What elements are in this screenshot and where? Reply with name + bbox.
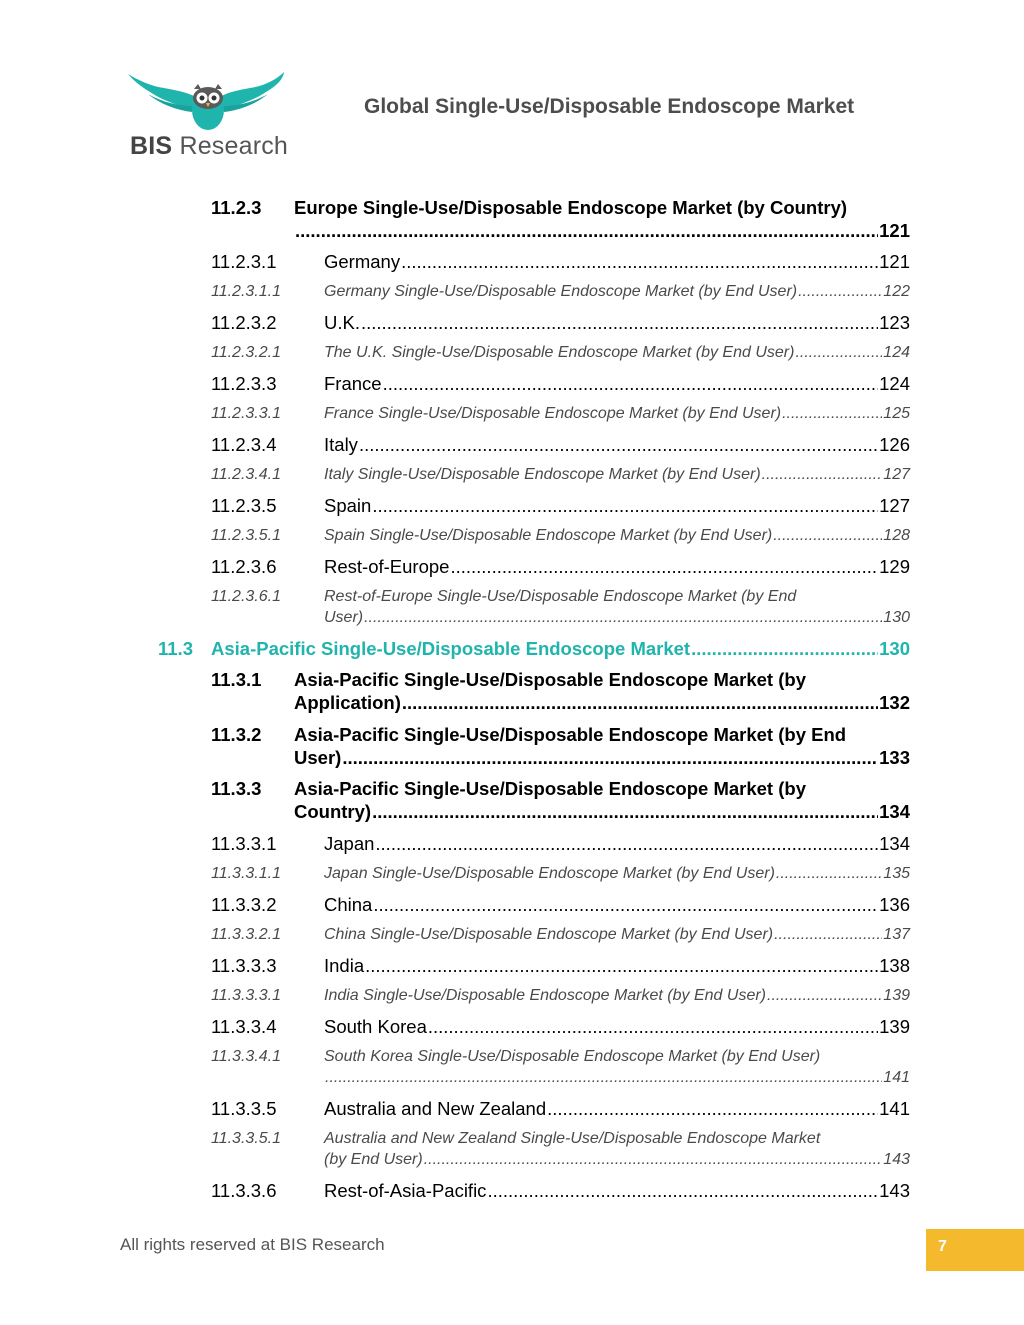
toc-dot-leader (359, 433, 878, 456)
toc-page-number: 127 (879, 495, 910, 516)
toc-entry-line (324, 342, 910, 363)
toc-entry-number: 11.2.3.1.1 (211, 283, 281, 300)
toc-entry-line (324, 281, 910, 302)
toc-entry-title: China (324, 894, 373, 915)
toc-entry-number: 11.2.3.1 (211, 251, 277, 272)
toc-entry-title: Australia and New Zealand Single-Use/Disposable Endoscope Market (324, 1130, 821, 1147)
toc-dot-leader (373, 893, 878, 916)
bis-research-logo (128, 72, 288, 162)
toc-entry-line (324, 250, 910, 273)
toc-entry-line (324, 954, 910, 977)
toc-entry-number: 11.3.3.3.1 (211, 987, 281, 1004)
toc-page-number: 139 (879, 1016, 910, 1037)
toc-entry-line (324, 1046, 910, 1067)
toc-entry-line (324, 1128, 910, 1149)
toc-page-number: 134 (879, 833, 910, 854)
toc-page-number: 125 (883, 405, 910, 422)
toc-entry-line (324, 1067, 910, 1088)
toc-dot-leader (372, 800, 878, 823)
toc-entry-number: 11.2.3.4.1 (211, 466, 281, 483)
toc-entry-title: The U.K. Single-Use/Disposable Endoscope Market (by End User) (324, 344, 795, 361)
toc-entry-line (324, 1179, 910, 1202)
toc-page-number: 138 (879, 955, 910, 976)
toc-page-number: 122 (883, 283, 910, 300)
toc-entry-line (324, 403, 910, 424)
toc-entry-number: 11.2.3.5 (211, 495, 277, 516)
toc-entry-title: Asia-Pacific Single-Use/Disposable Endoscope Market (by (294, 778, 806, 799)
toc-dot-leader (547, 1097, 878, 1120)
toc-entry-number: 11.3.3.4 (211, 1016, 277, 1037)
toc-page-number: 121 (879, 251, 910, 272)
toc-entry-line (324, 464, 910, 485)
owl-icon (128, 72, 288, 134)
toc-entry-title: User) (294, 747, 342, 768)
toc-dot-leader (691, 637, 878, 660)
toc-dot-leader (383, 372, 879, 395)
toc-entry-line (324, 832, 910, 855)
toc-entry-number: 11.3.3.1 (211, 833, 277, 854)
toc-entry-line (294, 691, 910, 714)
toc-entry-line (324, 311, 910, 334)
toc-dot-leader (767, 985, 882, 1006)
toc-entry-title: Asia-Pacific Single-Use/Disposable Endoscope Market (by (294, 669, 806, 690)
toc-page-number: 135 (883, 865, 910, 882)
toc-page-number: 127 (883, 466, 910, 483)
toc-entry-line (324, 1015, 910, 1038)
toc-entry-line (324, 924, 910, 945)
toc-page-number: 124 (879, 373, 910, 394)
toc-entry-title: Europe Single-Use/Disposable Endoscope Market (by Country) (294, 197, 848, 218)
toc-page-number: 130 (883, 609, 910, 626)
toc-entry-number: 11.3.3.3 (211, 955, 277, 976)
toc-entry-title: Rest-of-Asia-Pacific (324, 1180, 487, 1201)
toc-page-number: 133 (879, 747, 910, 768)
footer-rights: All rights reserved at BIS Research (120, 1235, 385, 1254)
toc-page-number: 141 (879, 1098, 910, 1119)
toc-entry-line (211, 637, 910, 660)
toc-dot-leader (428, 1015, 878, 1038)
toc-entry-line (324, 525, 910, 546)
toc-entry-title: Spain Single-Use/Disposable Endoscope Market (by End User) (324, 527, 773, 544)
toc-dot-leader (402, 691, 878, 714)
toc-entry-number: 11.3.3.5.1 (211, 1130, 281, 1147)
toc-entry-line (324, 433, 910, 456)
toc-entry-title: Japan Single-Use/Disposable Endoscope Market (by End User) (324, 865, 775, 882)
toc-entry-number: 11.3.3.5 (211, 1098, 277, 1119)
toc-entry-title: Rest-of-Europe (324, 556, 450, 577)
toc-dot-leader (361, 311, 878, 334)
toc-page-number: 128 (883, 527, 910, 544)
toc-entry-number: 11.2.3.3 (211, 373, 277, 394)
toc-dot-leader (773, 525, 882, 546)
toc-entry-title: Italy (324, 434, 358, 455)
toc-entry-number: 11.2.3.3.1 (211, 405, 281, 422)
toc-entry-number: 11.3.3.4.1 (211, 1048, 281, 1065)
toc-page-number: 132 (879, 692, 910, 713)
toc-page-number: 124 (883, 344, 910, 361)
toc-entry-number: 11.2.3.6.1 (211, 588, 281, 605)
toc-entry-title: Application) (294, 692, 401, 713)
toc-entry-title: Australia and New Zealand (324, 1098, 547, 1119)
toc-entry-number: 11.2.3.2 (211, 312, 277, 333)
toc-entry-line (294, 800, 910, 823)
toc-entry-title: Spain (324, 495, 372, 516)
toc-entry-title: South Korea Single-Use/Disposable Endoscope Market (by End User) (324, 1048, 821, 1065)
toc-entry-number: 11.3.3.2.1 (211, 926, 281, 943)
toc-entry-number: 11.2.3.2.1 (211, 344, 281, 361)
toc-page-number: 139 (883, 987, 910, 1004)
toc-entry-line (294, 219, 910, 242)
toc-entry-number: 11.3 (158, 638, 193, 659)
toc-entry-title: Germany (324, 251, 401, 272)
toc-entry-number: 11.3.3.6 (211, 1180, 277, 1201)
toc-dot-leader (450, 555, 878, 578)
toc-entry-title: Asia-Pacific Single-Use/Disposable Endoscope Market (by End (294, 724, 847, 745)
toc-entry-line (294, 723, 910, 746)
toc-entry-line (294, 668, 910, 691)
toc-entry-title: Japan (324, 833, 375, 854)
toc-dot-leader (424, 1149, 883, 1170)
toc-dot-leader (364, 607, 882, 628)
toc-entry-title: South Korea (324, 1016, 427, 1037)
toc-entry-number: 11.3.2 (211, 724, 262, 745)
toc-entry-title: U.K. (324, 312, 360, 333)
toc-page-number: 141 (883, 1069, 910, 1086)
toc-entry-line (324, 586, 910, 607)
toc-entry-title: France (324, 373, 382, 394)
document-title: Global Single-Use/Disposable Endoscope Market (364, 95, 855, 118)
toc-dot-leader (774, 924, 882, 945)
toc-entry-number: 11.3.3 (211, 778, 262, 799)
toc-entry-line (324, 555, 910, 578)
toc-entry-title: India (324, 955, 365, 976)
toc-entry-line (324, 985, 910, 1006)
toc-page-number: 134 (879, 801, 910, 822)
toc-entry-line (324, 607, 910, 628)
toc-entry-number: 11.2.3 (211, 197, 262, 218)
toc-entry-title: Germany Single-Use/Disposable Endoscope Market (by End User) (324, 283, 798, 300)
toc-entry-title: Italy Single-Use/Disposable Endoscope Market (by End User) (324, 466, 761, 483)
toc-page-number: 143 (883, 1151, 910, 1168)
toc-entry-number: 11.2.3.5.1 (211, 527, 281, 544)
toc-entry-title: France Single-Use/Disposable Endoscope Market (by End User) (324, 405, 782, 422)
toc-dot-leader (795, 342, 882, 363)
toc-entry-title: Country) (294, 801, 372, 822)
toc-entry-line (324, 863, 910, 884)
toc-page-number: 136 (879, 894, 910, 915)
toc-dot-leader (762, 464, 883, 485)
toc-entry-title: Asia-Pacific Single-Use/Disposable Endoscope Market (211, 638, 691, 659)
toc-dot-leader (487, 1179, 878, 1202)
toc-entry-number: 11.3.3.1.1 (211, 865, 281, 882)
toc-dot-leader (295, 219, 878, 242)
toc-dot-leader (798, 281, 882, 302)
toc-entry-number: 11.2.3.4 (211, 434, 277, 455)
toc-entry-number: 11.3.3.2 (211, 894, 277, 915)
toc-dot-leader (365, 954, 878, 977)
toc-entry-line (324, 1097, 910, 1120)
toc-dot-leader (401, 250, 878, 273)
toc-dot-leader (342, 746, 878, 769)
toc-dot-leader (782, 403, 882, 424)
toc-entry-line (324, 494, 910, 517)
page-number: 7 (938, 1238, 947, 1255)
toc-entry-line (294, 196, 910, 219)
toc-page-number: 126 (879, 434, 910, 455)
toc-entry-line (324, 1149, 910, 1170)
toc-entry-title: (by End User) (324, 1151, 423, 1168)
toc-entry-line (324, 372, 910, 395)
toc-page-number: 130 (879, 638, 910, 659)
toc-entry-line (294, 746, 910, 769)
toc-page-number: 121 (879, 220, 910, 241)
toc-entry-title: India Single-Use/Disposable Endoscope Market (by End User) (324, 987, 766, 1004)
brand-wordmark: BIS Research (130, 132, 289, 160)
toc-entry-title: China Single-Use/Disposable Endoscope Market (by End User) (324, 926, 774, 943)
toc-dot-leader (325, 1067, 882, 1088)
toc-dot-leader (375, 832, 878, 855)
toc-entry-number: 11.3.1 (211, 669, 262, 690)
toc-entry-line (294, 777, 910, 800)
toc-page-number: 129 (879, 556, 910, 577)
toc-page-number: 123 (879, 312, 910, 333)
toc-dot-leader (372, 494, 878, 517)
toc-dot-leader (776, 863, 882, 884)
toc-entry-title: User) (324, 609, 364, 626)
toc-entry-line (324, 893, 910, 916)
toc-page-number: 143 (879, 1180, 910, 1201)
page-number-badge (926, 1229, 1024, 1271)
toc-entry-title: Rest-of-Europe Single-Use/Disposable Endoscope Market (by End (324, 588, 797, 605)
toc-entry-number: 11.2.3.6 (211, 556, 277, 577)
toc-page-number: 137 (883, 926, 910, 943)
